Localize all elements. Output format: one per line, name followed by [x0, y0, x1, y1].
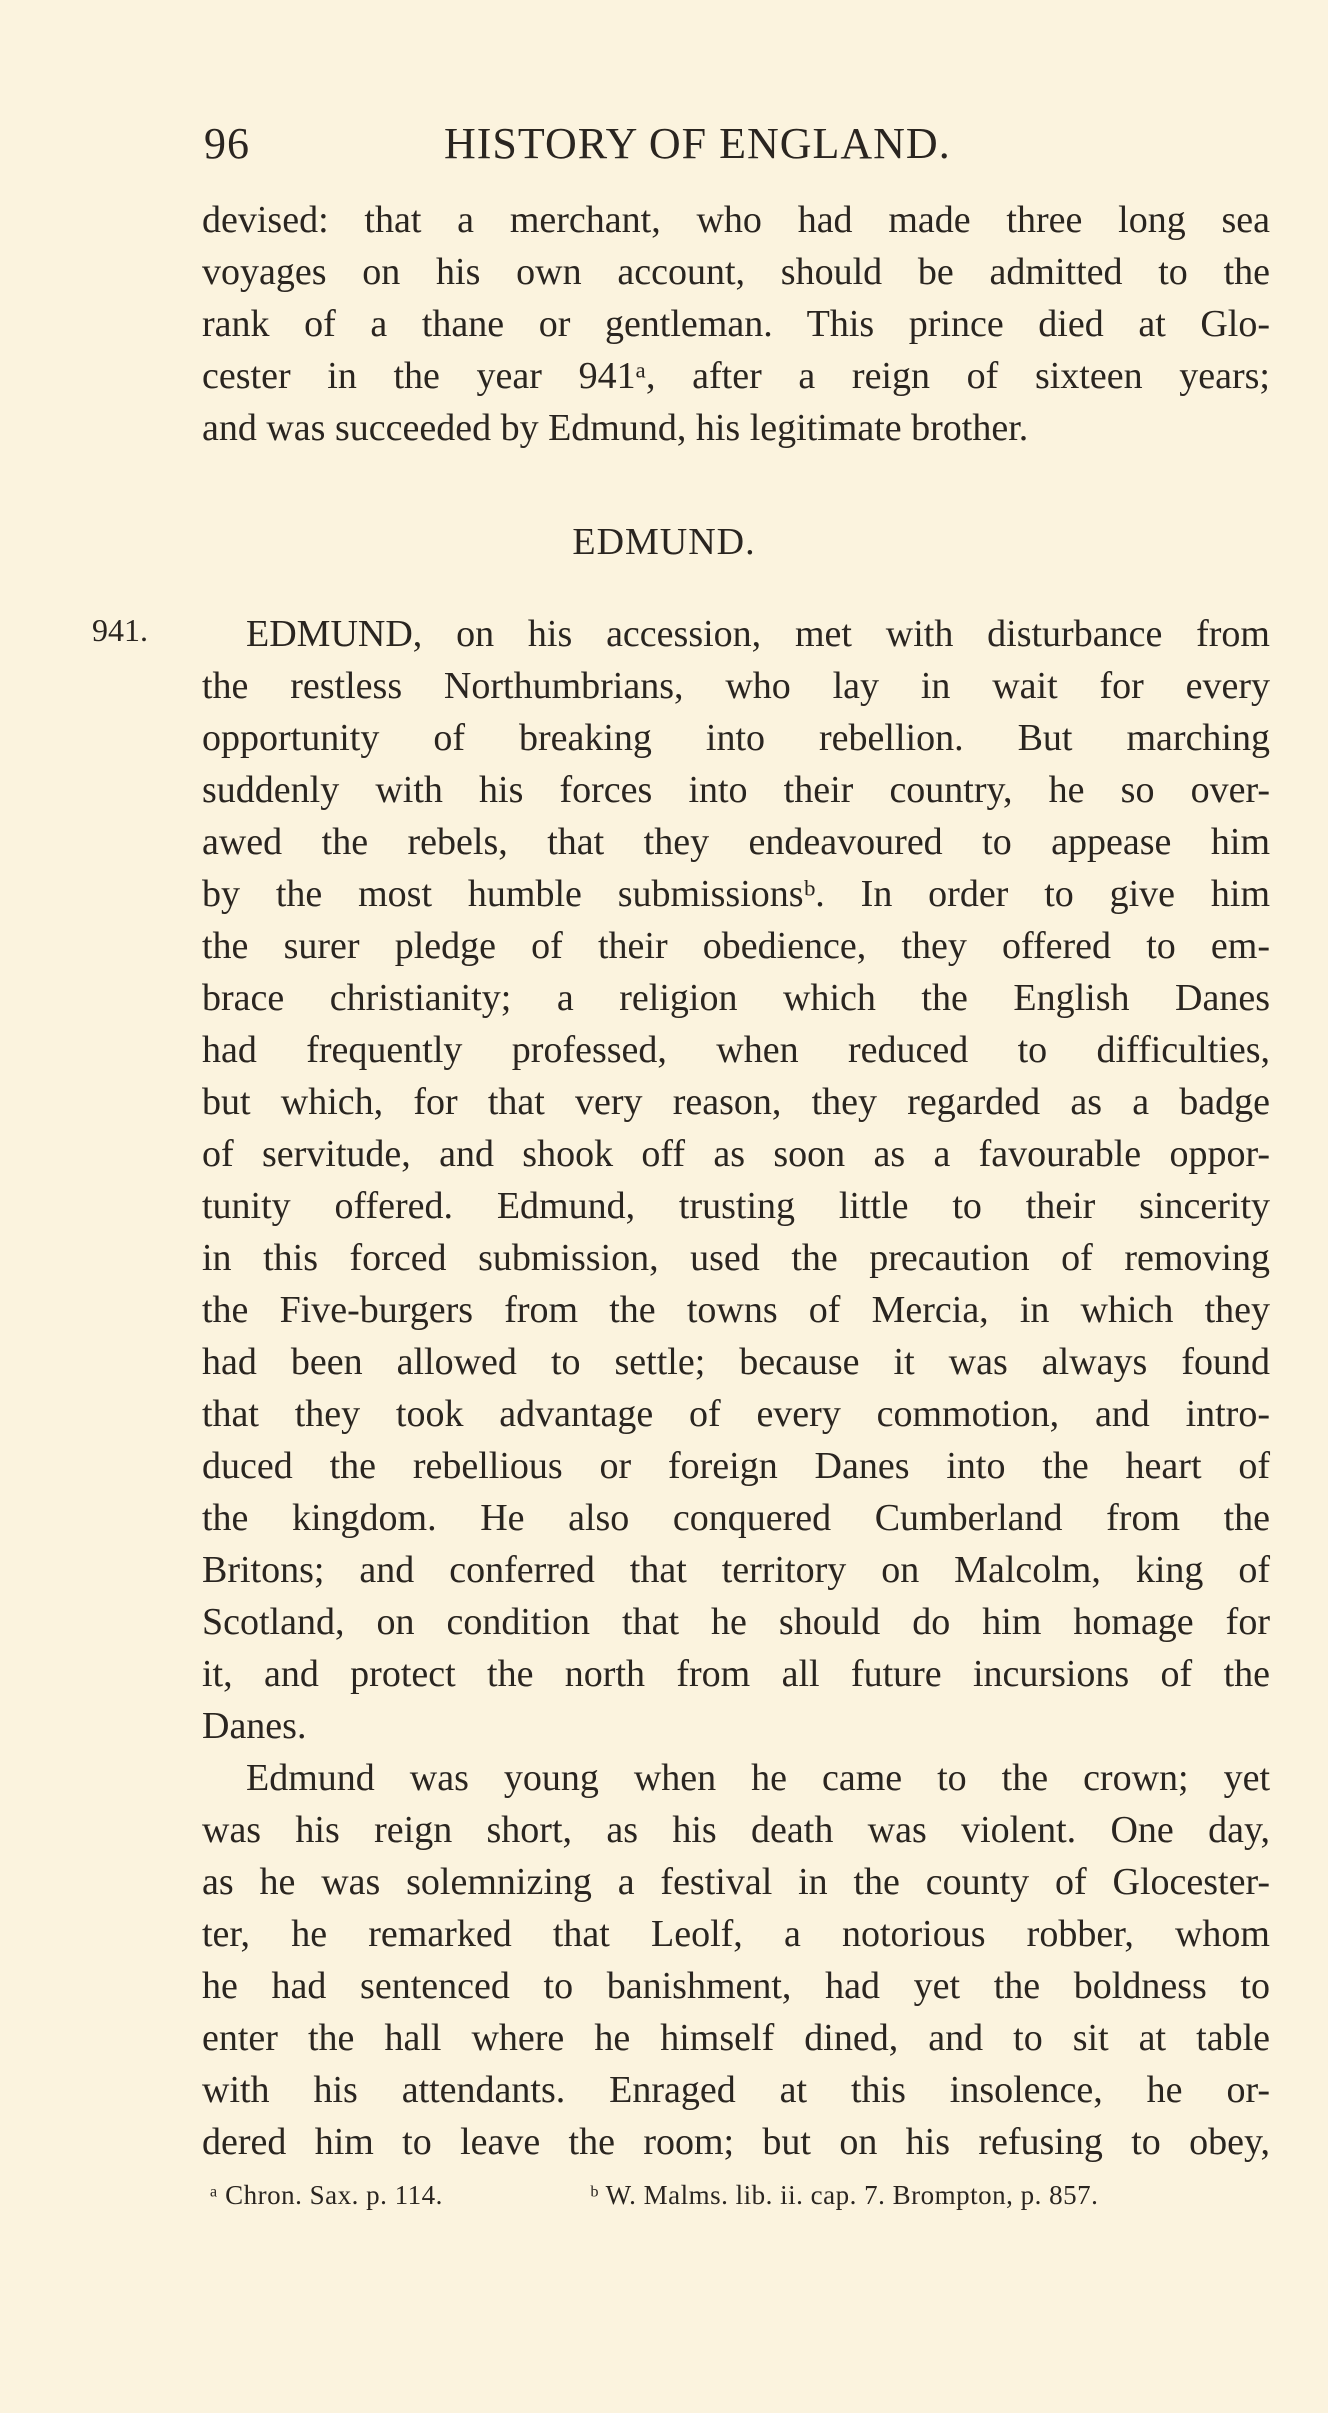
text-line: enter the hall where he himself dined, and to sit at table	[202, 2017, 1270, 2059]
text-line: awed the rebels, that they endeavoured to appease him	[202, 821, 1270, 863]
text-line: devised: that a merchant, who had made three long sea	[202, 199, 1270, 241]
text-line: dered him to leave the room; but on his refusing to obey,	[202, 2121, 1270, 2163]
text-line: the kingdom. He also conquered Cumberland from the	[202, 1497, 1270, 1539]
text-line: Scotland, on condition that he should do him homage for	[202, 1601, 1270, 1643]
page-number: 96	[204, 119, 250, 168]
text-line: by the most humble submissionsᵇ. In order to give him	[202, 873, 1270, 915]
text-line: Edmund was young when he came to the crown; yet	[246, 1757, 1270, 1799]
text-line: Danes.	[202, 1705, 307, 1747]
text-line: and was succeeded by Edmund, his legitimate brother.	[202, 407, 1029, 449]
text-line: of servitude, and shook off as soon as a favourable oppor-	[202, 1133, 1270, 1175]
text-line: the surer pledge of their obedience, they offered to em-	[202, 925, 1270, 967]
text-line: EDMUND, on his accession, met with disturbance from	[246, 613, 1270, 655]
text-line: cester in the year 941ᵃ, after a reign of sixteen years;	[202, 355, 1270, 397]
text-line: the Five-burgers from the towns of Mercia, in which they	[202, 1289, 1270, 1331]
text-line: tunity offered. Edmund, trusting little to their sincerity	[202, 1185, 1270, 1227]
text-line: brace christianity; a religion which the English Danes	[202, 977, 1270, 1019]
page-header	[204, 108, 1276, 168]
footnote-b: ᵇ W. Malms. lib. ii. cap. 7. Brompton, p. 857.	[590, 2180, 1099, 2210]
paragraph-1	[202, 194, 1270, 454]
text-line: was his reign short, as his death was violent. One day,	[202, 1809, 1270, 1851]
text-line: ter, he remarked that Leolf, a notorious robber, whom	[202, 1913, 1270, 1955]
text-line: that they took advantage of every commotion, and intro-	[202, 1393, 1270, 1435]
paragraph-2	[202, 608, 1270, 1752]
text-line: suddenly with his forces into their country, he so over-	[202, 769, 1270, 811]
text-line: duced the rebellious or foreign Danes into the heart of	[202, 1445, 1270, 1487]
section-heading: EDMUND.	[572, 521, 756, 563]
text-line: opportunity of breaking into rebellion. But marching	[202, 717, 1270, 759]
paragraph-3	[202, 1752, 1270, 2168]
text-line: as he was solemnizing a festival in the county of Glocester-	[202, 1861, 1270, 1903]
text-line: Britons; and conferred that territory on Malcolm, king of	[202, 1549, 1270, 1591]
text-line: he had sentenced to banishment, had yet the boldness to	[202, 1965, 1270, 2007]
text-line: the restless Northumbrians, who lay in wait for every	[202, 665, 1270, 707]
text-line: it, and protect the north from all future incursions of the	[202, 1653, 1270, 1695]
text-line: had frequently professed, when reduced to difficulties,	[202, 1029, 1270, 1071]
text-line: with his attendants. Enraged at this insolence, he or-	[202, 2069, 1270, 2111]
text-line: voyages on his own account, should be admitted to the	[202, 251, 1270, 293]
footnote-a: ᵃ Chron. Sax. p. 114.	[210, 2180, 443, 2210]
text-line: rank of a thane or gentleman. This prince died at Glo-	[202, 303, 1270, 345]
running-head: HISTORY OF ENGLAND.	[444, 119, 951, 168]
text-line: but which, for that very reason, they regarded as a badge	[202, 1081, 1270, 1123]
text-line: had been allowed to settle; because it was always found	[202, 1341, 1270, 1383]
margin-date: 941.	[92, 612, 148, 648]
text-line: in this forced submission, used the precaution of removing	[202, 1237, 1270, 1279]
